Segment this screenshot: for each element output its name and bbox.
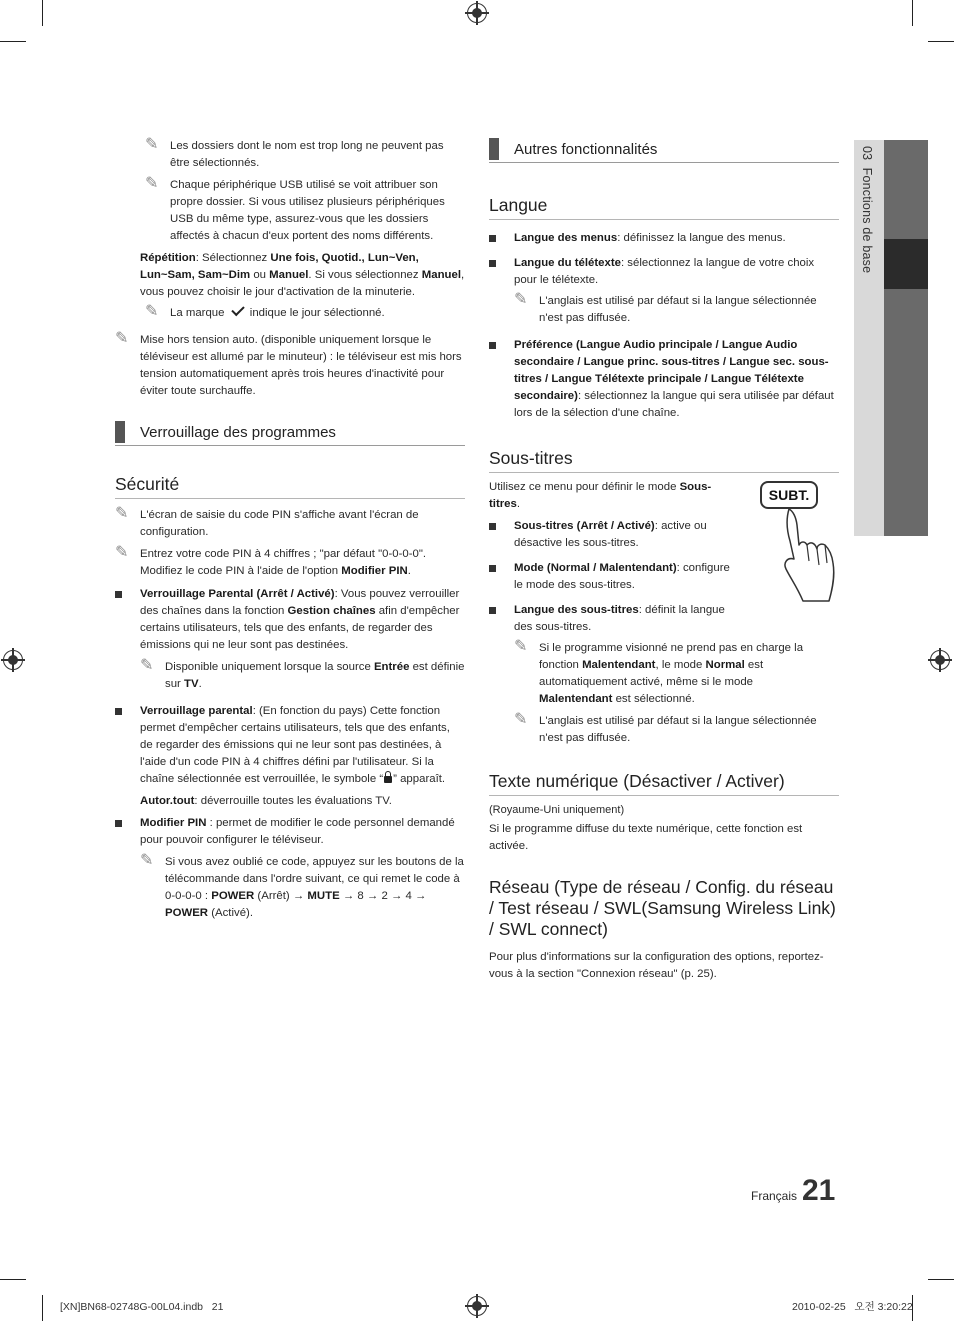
side-tab-dark [884,140,928,536]
square-bullet-icon [489,523,496,530]
square-bullet-icon [115,591,122,598]
region-note: (Royaume-Uni uniquement) [489,804,625,816]
list-item: Sous-titres (Arrêt / Activé): active ou désactive les sous-titres. [489,518,739,552]
list-item: Modifier PIN : permet de modifier le code personnel demandé pour pouvoir configurer le téléviseur. [115,815,465,849]
footer-language: Français [751,1189,798,1203]
pencil-note-icon: ✎ [145,136,159,153]
registration-mark-icon [3,650,23,670]
digital-text-body: Si le programme diffuse du texte numérique, cette fonction est activée. [489,823,803,852]
checkmark-icon [231,303,244,316]
chapter-title: Fonctions de base [860,167,874,274]
side-tab-marker [884,239,928,289]
heading-digital-text: Texte numérique (Désactiver / Activer) [489,771,839,796]
square-bullet-icon [489,235,496,242]
note: ✎ L'anglais est utilisé par défaut si la langue sélectionnée n'est pas diffusée. [514,291,817,324]
registration-mark-icon [467,3,487,23]
note: ✎ Chaque périphérique USB utilisé se voit attribuer son propre dossier. Si vous utilisez plusieurs périphériques USB du même type, assurez-vous que les dossiers affectés à chacun d'eux portent des noms différents. [145,175,445,242]
pencil-note-icon: ✎ [140,852,154,869]
note: ✎ Mise hors tension auto. (disponible uniquement lorsque le téléviseur est allumé par le minuteur) : le téléviseur est mis hors tension automatiquement après trois heures d'inactivité pour éviter toute surchauffe. [115,330,462,397]
section-bar [489,138,499,160]
note: ✎ La marque indique le jour sélectionné. [145,303,385,320]
pencil-note-icon: ✎ [115,505,129,522]
square-bullet-icon [489,342,496,349]
crop-mark [912,0,913,26]
registration-mark-icon [467,1296,487,1316]
pencil-note-icon: ✎ [514,711,528,728]
square-bullet-icon [489,607,496,614]
repetition-paragraph: Répétition: Sélectionnez Une fois, Quotid., Lun~Ven, Lun~Sam, Sam~Dim ou Manuel. Si vous sélectionnez Manuel, vous pouvez choisir le jour d'activation de la minuterie. [140,252,465,298]
crop-mark [42,0,43,26]
note: ✎ Si vous avez oublié ce code, appuyez sur les boutons de la télécommande dans l'ordre suivant, ce qui remet le code à 0-0-0-0 : POWER (Arrêt) → MUTE → 8 → 2 → 4 → POWER (Activé). [140,852,464,919]
square-bullet-icon [115,708,122,715]
section-title: Verrouillage des programmes [115,421,465,446]
print-timestamp: 2010-02-25 오전 3:20:22 [792,1301,913,1313]
right-column [489,138,839,983]
subtitles-block [489,479,839,636]
square-bullet-icon [489,565,496,572]
pencil-note-icon: ✎ [145,303,159,320]
note: ✎ L'anglais est utilisé par défaut si la langue sélectionnée n'est pas diffusée. [514,711,817,744]
network-body: Pour plus d'informations sur la configuration des options, reportez-vous à la section "Connexion réseau" (p. 25). [489,951,824,980]
registration-mark-icon [930,650,950,670]
crop-mark [0,41,26,42]
pencil-note-icon: ✎ [514,291,528,308]
section-title: Autres fonctionnalités [489,138,839,163]
heading-network: Réseau (Type de réseau / Config. du réseau / Test réseau / SWL(Samsung Wireless Link) / SWL connect) [489,877,836,939]
padlock-icon [384,776,392,783]
list-item: Mode (Normal / Malentendant): configure le mode des sous-titres. [489,560,739,594]
pencil-note-icon: ✎ [145,175,159,192]
subtitles-intro: Utilisez ce menu pour définir le mode Sous-titres. [489,481,712,510]
side-tab-label [858,146,875,273]
print-file-info: [XN]BN68-02748G-00L04.indb 21 [60,1301,224,1313]
list-item: Langue des menus: définissez la langue des menus. [489,230,839,247]
note: ✎ Les dossiers dont le nom est trop long ne peuvent pas être sélectionnés. [145,136,444,169]
heading-subtitles: Sous-titres [489,448,839,473]
section-bar [115,421,125,443]
note: ✎ Disponible uniquement lorsque la source Entrée est définie sur TV. [140,657,465,690]
pencil-note-icon: ✎ [514,638,528,655]
list-item: Préférence (Langue Audio principale / Langue Audio secondaire / Langue princ. sous-titres / Langue sec. sous-titres / Langue Télétexte principale / Langue Télétexte secondaire): sélectionnez la langue qui sera utilisée par défaut lors de la sélection d'une chaîne. [489,337,839,422]
crop-mark [928,41,954,42]
pencil-note-icon: ✎ [115,544,129,561]
list-item: Langue du télétexte: sélectionnez la langue de votre choix pour le télétexte. [489,255,839,289]
subt-button-label: SUBT. [768,487,810,503]
note: ✎ L'écran de saisie du code PIN s'affiche avant l'écran de configuration. [115,505,419,538]
hand-pressing-button-icon [759,479,839,609]
pencil-note-icon: ✎ [115,330,129,347]
list-item: Langue des sous-titres: définit la langue des sous-titres. [489,602,739,636]
square-bullet-icon [489,260,496,267]
chapter-number: 03 [860,146,874,161]
crop-mark [928,1279,954,1280]
autor-paragraph: Autor.tout: déverrouille toutes les évaluations TV. [140,795,392,807]
list-item: Verrouillage Parental (Arrêt / Activé): Vous pouvez verrouiller des chaînes dans la fonction Gestion chaînes afin d'empêcher certains utilisateurs, tels que des enfants, de regarder des émissions qui ne leur sont pas destinées. [115,586,465,654]
left-column [115,138,465,927]
crop-mark [0,1279,26,1280]
heading-security: Sécurité [115,474,465,499]
page-number: 21 [802,1174,836,1207]
note: ✎ Entrez votre code PIN à 4 chiffres ; "par défaut "0-0-0-0". Modifiez le code PIN à l'aide de l'option Modifier PIN. [115,544,427,577]
pencil-note-icon: ✎ [140,657,154,674]
note: ✎ Si le programme visionné ne prend pas en charge la fonction Malentendant, le mode Normal est automatiquement activé, même si le mode Malentendant est sélectionné. [514,638,804,705]
square-bullet-icon [115,820,122,827]
heading-language: Langue [489,195,839,220]
list-item: Verrouillage parental: (En fonction du pays) Cette fonction permet d'empêcher certains utilisateurs, tels que des enfants, de regarder des émissions qui ne leur sont pas destinées, à l'aide d'un code PIN à 4 chiffres défini par l'utilisateur. Si la chaîne sélectionnée est verrouillée, le symbole “ ” apparaît. [115,703,465,788]
crop-mark [42,1295,43,1321]
